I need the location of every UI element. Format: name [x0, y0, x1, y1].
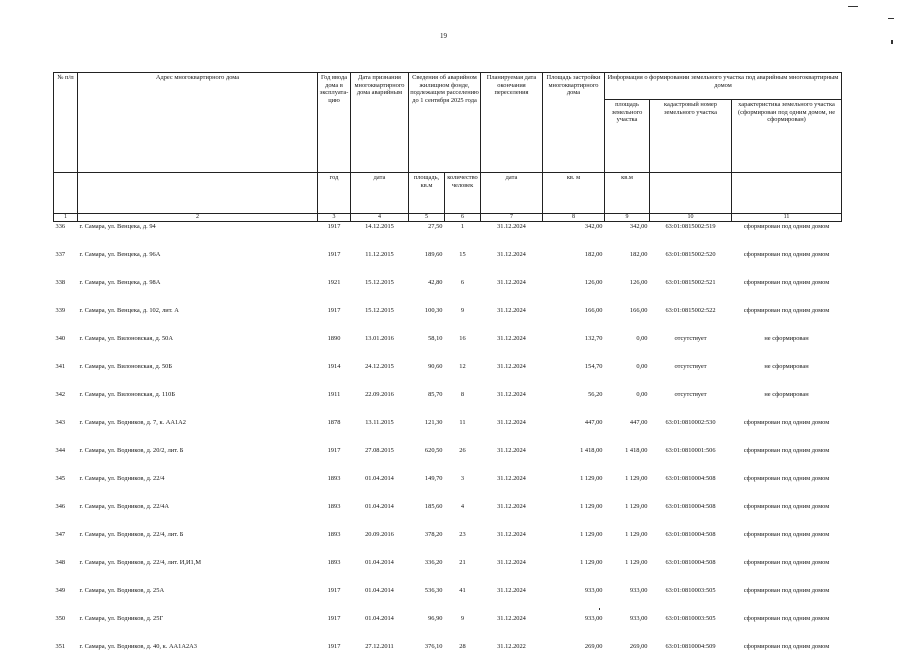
row-planned-date: 31.12.2024 [481, 278, 543, 306]
emergency-housing-table [53, 72, 842, 670]
row-fund-area: 42,80 [409, 278, 445, 306]
header-num: № п/п [54, 73, 78, 173]
table-row [54, 222, 842, 251]
row-year: 1890 [318, 334, 351, 362]
row-cadastral: 63:01:0810004:508 [650, 530, 732, 558]
row-characteristic: сформирован под одним домом [732, 446, 842, 474]
row-build-area: 269,00 [543, 642, 605, 670]
table-row [54, 362, 842, 390]
row-number: 338 [54, 278, 78, 306]
unit-people: количество человек [445, 173, 481, 214]
row-recognition-date: 13.11.2015 [351, 418, 409, 446]
unit-blank [54, 173, 78, 214]
row-recognition-date: 13.01.2016 [351, 334, 409, 362]
row-characteristic: сформирован под одним домом [732, 558, 842, 586]
row-fund-area: 149,70 [409, 474, 445, 502]
header-land-info: Информация о формировании земельного участка под аварийным многоквартирным домом [605, 73, 842, 100]
column-number: 9 [605, 214, 650, 222]
row-people: 4 [445, 502, 481, 530]
row-number: 346 [54, 502, 78, 530]
table-row [54, 446, 842, 474]
unit-blank [78, 173, 318, 214]
row-cadastral: 63:01:0810004:508 [650, 502, 732, 530]
table-row [54, 418, 842, 446]
row-cadastral: 63:01:0810004:508 [650, 558, 732, 586]
column-number: 2 [78, 214, 318, 222]
unit-land-area: кв.м [605, 173, 650, 214]
row-land-area: 126,00 [605, 278, 650, 306]
row-land-area: 1 129,00 [605, 530, 650, 558]
table-row [54, 474, 842, 502]
row-build-area: 1 129,00 [543, 558, 605, 586]
row-year: 1878 [318, 418, 351, 446]
row-cadastral: 63:01:0810003:505 [650, 614, 732, 642]
table-body [54, 222, 842, 670]
row-year: 1917 [318, 306, 351, 334]
row-cadastral: 63:01:0815002:520 [650, 250, 732, 278]
row-year: 1917 [318, 614, 351, 642]
row-land-area: 933,00 [605, 586, 650, 614]
row-recognition-date: 27.12.2011 [351, 642, 409, 670]
row-people: 16 [445, 334, 481, 362]
row-recognition-date: 27.08.2015 [351, 446, 409, 474]
row-characteristic: не сформирован [732, 390, 842, 418]
row-year: 1917 [318, 222, 351, 251]
row-land-area: 166,00 [605, 306, 650, 334]
row-people: 41 [445, 586, 481, 614]
header-fund: Сведения об аварийном жилищном фонде, подлежащем расселению до 1 сентября 2025 года [409, 73, 481, 173]
row-build-area: 1 129,00 [543, 530, 605, 558]
row-number: 350 [54, 614, 78, 642]
row-number: 348 [54, 558, 78, 586]
row-cadastral: 63:01:0810004:508 [650, 474, 732, 502]
scan-mark [888, 18, 894, 19]
table-row [54, 278, 842, 306]
row-people: 8 [445, 390, 481, 418]
scan-mark [599, 608, 600, 610]
row-people: 9 [445, 614, 481, 642]
row-address: г. Самара, ул. Венцека, д. 96А [78, 250, 318, 278]
column-number: 4 [351, 214, 409, 222]
unit-year: год [318, 173, 351, 214]
row-build-area: 166,00 [543, 306, 605, 334]
row-number: 344 [54, 446, 78, 474]
unit-blank [650, 173, 732, 214]
row-characteristic: сформирован под одним домом [732, 530, 842, 558]
row-characteristic: сформирован под одним домом [732, 586, 842, 614]
row-build-area: 342,00 [543, 222, 605, 251]
row-recognition-date: 20.09.2016 [351, 530, 409, 558]
row-people: 15 [445, 250, 481, 278]
row-build-area: 1 129,00 [543, 502, 605, 530]
table-row [54, 390, 842, 418]
row-year: 1917 [318, 586, 351, 614]
row-people: 26 [445, 446, 481, 474]
row-number: 340 [54, 334, 78, 362]
table-header [54, 73, 842, 222]
row-number: 347 [54, 530, 78, 558]
column-number: 5 [409, 214, 445, 222]
row-address: г. Самара, ул. Водников, д. 40, к. АА1А2А3 [78, 642, 318, 670]
row-number: 336 [54, 222, 78, 251]
row-planned-date: 31.12.2024 [481, 614, 543, 642]
row-fund-area: 90,60 [409, 362, 445, 390]
row-build-area: 933,00 [543, 614, 605, 642]
scan-mark [848, 6, 858, 7]
row-build-area: 447,00 [543, 418, 605, 446]
row-address: г. Самара, ул. Вилоновская, д. 50Б [78, 362, 318, 390]
row-planned-date: 31.12.2024 [481, 474, 543, 502]
row-cadastral: 63:01:0815002:519 [650, 222, 732, 251]
row-fund-area: 185,60 [409, 502, 445, 530]
row-people: 6 [445, 278, 481, 306]
column-number: 1 [54, 214, 78, 222]
table-row [54, 306, 842, 334]
row-fund-area: 189,60 [409, 250, 445, 278]
row-address: г. Самара, ул. Водников, д. 22/4, лит. Б [78, 530, 318, 558]
row-address: г. Самара, ул. Венцека, д. 98А [78, 278, 318, 306]
unit-date: дата [351, 173, 409, 214]
row-address: г. Самара, ул. Венцека, д. 94 [78, 222, 318, 251]
row-characteristic: сформирован под одним домом [732, 502, 842, 530]
row-year: 1921 [318, 278, 351, 306]
row-land-area: 0,00 [605, 362, 650, 390]
row-planned-date: 31.12.2024 [481, 222, 543, 251]
row-number: 339 [54, 306, 78, 334]
row-fund-area: 336,20 [409, 558, 445, 586]
register-table-sheet [53, 72, 841, 670]
header-build-area: Площадь застройки многоквартирного дома [543, 73, 605, 173]
row-characteristic: сформирован под одним домом [732, 418, 842, 446]
row-planned-date: 31.12.2024 [481, 530, 543, 558]
row-fund-area: 100,30 [409, 306, 445, 334]
row-address: г. Самара, ул. Вилоновская, д. 110Б [78, 390, 318, 418]
row-build-area: 1 129,00 [543, 474, 605, 502]
row-characteristic: сформирован под одним домом [732, 278, 842, 306]
row-number: 342 [54, 390, 78, 418]
row-people: 23 [445, 530, 481, 558]
row-recognition-date: 14.12.2015 [351, 222, 409, 251]
row-cadastral: 63:01:0810002:530 [650, 418, 732, 446]
row-address: г. Самара, ул. Водников, д. 22/4А [78, 502, 318, 530]
row-recognition-date: 01.04.2014 [351, 586, 409, 614]
row-cadastral: отсутствует [650, 362, 732, 390]
row-recognition-date: 01.04.2014 [351, 502, 409, 530]
row-planned-date: 31.12.2024 [481, 362, 543, 390]
row-people: 28 [445, 642, 481, 670]
table-row [54, 502, 842, 530]
row-address: г. Самара, ул. Водников, д. 22/4, лит. И,И1,М [78, 558, 318, 586]
row-build-area: 132,70 [543, 334, 605, 362]
row-land-area: 269,00 [605, 642, 650, 670]
row-planned-date: 31.12.2024 [481, 306, 543, 334]
row-recognition-date: 01.04.2014 [351, 474, 409, 502]
row-build-area: 182,00 [543, 250, 605, 278]
row-planned-date: 31.12.2024 [481, 250, 543, 278]
row-number: 349 [54, 586, 78, 614]
column-number: 11 [732, 214, 842, 222]
row-year: 1893 [318, 558, 351, 586]
row-year: 1911 [318, 390, 351, 418]
table-row [54, 530, 842, 558]
row-year: 1893 [318, 502, 351, 530]
header-recognition-date: Дата признания многоквартирного дома аварийным [351, 73, 409, 173]
header-planned-date: Планируемая дата окончания переселения [481, 73, 543, 173]
header-land-area: площадь земельного участка [605, 100, 650, 173]
row-address: г. Самара, ул. Водников, д. 7, к. АА1А2 [78, 418, 318, 446]
row-number: 341 [54, 362, 78, 390]
row-recognition-date: 01.04.2014 [351, 614, 409, 642]
row-address: г. Самара, ул. Венцека, д. 102, лит. А [78, 306, 318, 334]
row-people: 1 [445, 222, 481, 251]
column-number: 8 [543, 214, 605, 222]
row-fund-area: 96,90 [409, 614, 445, 642]
row-planned-date: 31.12.2024 [481, 558, 543, 586]
row-planned-date: 31.12.2024 [481, 418, 543, 446]
row-address: г. Самара, ул. Вилоновская, д. 50А [78, 334, 318, 362]
row-cadastral: 63:01:0810003:505 [650, 586, 732, 614]
table-row [54, 334, 842, 362]
row-cadastral: 63:01:0810001:506 [650, 446, 732, 474]
header-year: Год ввода дома в эксплуата-цию [318, 73, 351, 173]
row-land-area: 0,00 [605, 334, 650, 362]
table-row [54, 558, 842, 586]
header-address: Адрес многоквартирного дома [78, 73, 318, 173]
row-characteristic: сформирован под одним домом [732, 222, 842, 251]
row-fund-area: 27,50 [409, 222, 445, 251]
row-address: г. Самара, ул. Водников, д. 22/4 [78, 474, 318, 502]
row-planned-date: 31.12.2024 [481, 586, 543, 614]
row-people: 9 [445, 306, 481, 334]
row-year: 1914 [318, 362, 351, 390]
row-cadastral: отсутствует [650, 390, 732, 418]
table-row [54, 586, 842, 614]
column-number: 10 [650, 214, 732, 222]
row-number: 337 [54, 250, 78, 278]
row-recognition-date: 22.09.2016 [351, 390, 409, 418]
unit-build-area: кв. м [543, 173, 605, 214]
row-characteristic: сформирован под одним домом [732, 614, 842, 642]
row-planned-date: 31.12.2022 [481, 642, 543, 670]
row-planned-date: 31.12.2024 [481, 390, 543, 418]
row-recognition-date: 24.12.2015 [351, 362, 409, 390]
row-characteristic: не сформирован [732, 362, 842, 390]
table-row [54, 614, 842, 642]
row-land-area: 1 418,00 [605, 446, 650, 474]
row-recognition-date: 11.12.2015 [351, 250, 409, 278]
row-land-area: 342,00 [605, 222, 650, 251]
row-build-area: 933,00 [543, 586, 605, 614]
row-build-area: 1 418,00 [543, 446, 605, 474]
row-cadastral: 63:01:0815002:522 [650, 306, 732, 334]
row-planned-date: 31.12.2024 [481, 446, 543, 474]
row-land-area: 933,00 [605, 614, 650, 642]
row-people: 3 [445, 474, 481, 502]
row-characteristic: сформирован под одним домом [732, 250, 842, 278]
row-build-area: 126,00 [543, 278, 605, 306]
column-number: 3 [318, 214, 351, 222]
unit-fund-area: площадь, кв.м [409, 173, 445, 214]
row-year: 1917 [318, 446, 351, 474]
row-recognition-date: 15.12.2015 [351, 278, 409, 306]
column-number: 6 [445, 214, 481, 222]
row-cadastral: 63:01:0815002:521 [650, 278, 732, 306]
unit-blank [732, 173, 842, 214]
row-people: 21 [445, 558, 481, 586]
row-characteristic: сформирован под одним домом [732, 474, 842, 502]
row-fund-area: 121,30 [409, 418, 445, 446]
header-cadastral: кадастровый номер земельного участка [650, 100, 732, 173]
table-row [54, 250, 842, 278]
row-year: 1917 [318, 250, 351, 278]
row-fund-area: 536,30 [409, 586, 445, 614]
row-fund-area: 85,70 [409, 390, 445, 418]
row-fund-area: 620,50 [409, 446, 445, 474]
row-land-area: 1 129,00 [605, 558, 650, 586]
row-land-area: 0,00 [605, 390, 650, 418]
row-address: г. Самара, ул. Водников, д. 25А [78, 586, 318, 614]
row-land-area: 1 129,00 [605, 474, 650, 502]
row-recognition-date: 01.04.2014 [351, 558, 409, 586]
row-characteristic: сформирован под одним домом [732, 642, 842, 670]
row-build-area: 56,20 [543, 390, 605, 418]
row-fund-area: 378,20 [409, 530, 445, 558]
table-row [54, 642, 842, 670]
row-land-area: 182,00 [605, 250, 650, 278]
row-year: 1917 [318, 642, 351, 670]
row-number: 345 [54, 474, 78, 502]
row-year: 1893 [318, 474, 351, 502]
column-number: 7 [481, 214, 543, 222]
row-build-area: 154,70 [543, 362, 605, 390]
row-characteristic: не сформирован [732, 334, 842, 362]
row-number: 351 [54, 642, 78, 670]
page-number: 19 [440, 32, 447, 40]
row-planned-date: 31.12.2024 [481, 502, 543, 530]
row-people: 12 [445, 362, 481, 390]
row-recognition-date: 15.12.2015 [351, 306, 409, 334]
row-fund-area: 58,10 [409, 334, 445, 362]
row-number: 343 [54, 418, 78, 446]
row-planned-date: 31.12.2024 [481, 334, 543, 362]
row-land-area: 447,00 [605, 418, 650, 446]
column-number-row [54, 214, 842, 222]
scan-mark [891, 40, 893, 44]
row-address: г. Самара, ул. Водников, д. 25Г [78, 614, 318, 642]
row-cadastral: отсутствует [650, 334, 732, 362]
row-characteristic: сформирован под одним домом [732, 306, 842, 334]
header-characteristic: характеристика земельного участка (сформирован под одним домом, не сформирован) [732, 100, 842, 173]
row-year: 1893 [318, 530, 351, 558]
row-address: г. Самара, ул. Водников, д. 20/2, лит. Б [78, 446, 318, 474]
row-land-area: 1 129,00 [605, 502, 650, 530]
unit-planned-date: дата [481, 173, 543, 214]
row-fund-area: 376,10 [409, 642, 445, 670]
row-people: 11 [445, 418, 481, 446]
row-cadastral: 63:01:0810004:509 [650, 642, 732, 670]
